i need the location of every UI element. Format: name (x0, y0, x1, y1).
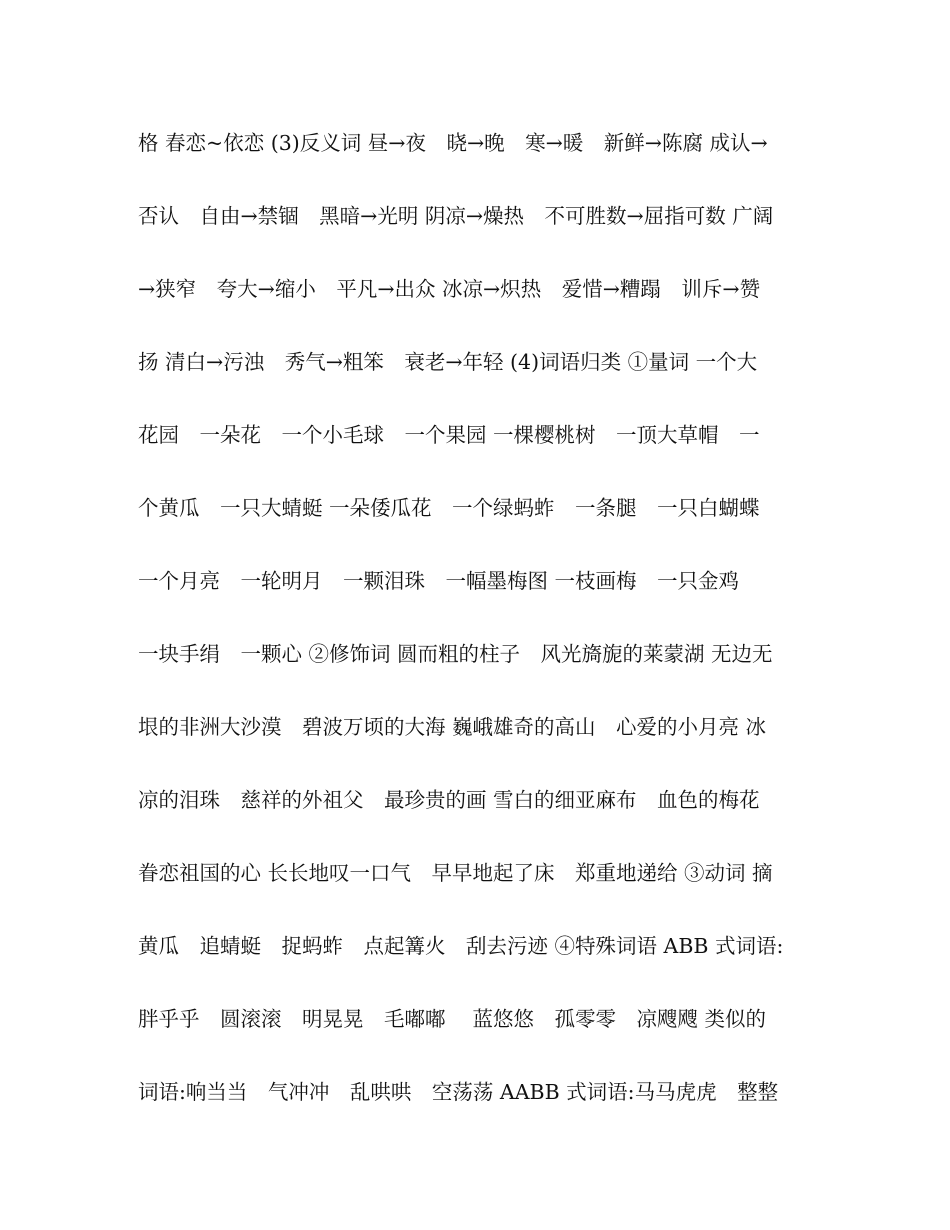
text-line-2: 否认 自由→禁锢 黑暗→光明 阴凉→燥热 不可胜数→屈指可数 广阔 (138, 204, 774, 228)
text-line-6: 个黄瓜 一只大蜻蜓 一朵倭瓜花 一个绿蚂蚱 一条腿 一只白蝴蝶 (138, 496, 760, 520)
text-line-1: 格 春恋~依恋 (3)反义词 昼→夜 晓→晚 寒→暖 新鲜→陈腐 成认→ (138, 131, 768, 155)
document-body (138, 125, 818, 1147)
text-line-9: 垠的非洲大沙漠 碧波万顷的大海 巍峨雄奇的高山 心爱的小月亮 冰 (138, 715, 767, 739)
text-line-3: →狭窄 夸大→缩小 平凡→出众 冰凉→炽热 爱惜→糟蹋 训斥→赞 (138, 277, 761, 301)
text-line-12: 黄瓜 追蜻蜓 捉蚂蚱 点起篝火 刮去污迹 ④特殊词语 ABB 式词语: (138, 934, 784, 958)
text-line-11: 眷恋祖国的心 长长地叹一口气 早早地起了床 郑重地递给 ③动词 摘 (138, 861, 773, 885)
text-line-7: 一个月亮 一轮明月 一颗泪珠 一幅墨梅图 一枝画梅 一只金鸡 (138, 569, 740, 593)
text-line-13: 胖乎乎 圆滚滚 明晃晃 毛嘟嘟 蓝悠悠 孤零零 凉飕飕 类似的 (138, 1007, 767, 1031)
text-line-14: 词语:响当当 气冲冲 乱哄哄 空荡荡 AABB 式词语:马马虎虎 整整 (138, 1080, 779, 1104)
text-line-8: 一块手绢 一颗心 ②修饰词 圆而粗的柱子 风光旖旎的莱蒙湖 无边无 (138, 642, 773, 666)
text-line-10: 凉的泪珠 慈祥的外祖父 最珍贵的画 雪白的细亚麻布 血色的梅花 (138, 788, 760, 812)
text-line-5: 花园 一朵花 一个小毛球 一个果园 一棵樱桃树 一顶大草帽 一 (138, 423, 760, 447)
text-line-4: 扬 清白→污浊 秀气→粗笨 衰老→年轻 (4)词语归类 ①量词 一个大 (138, 350, 758, 374)
